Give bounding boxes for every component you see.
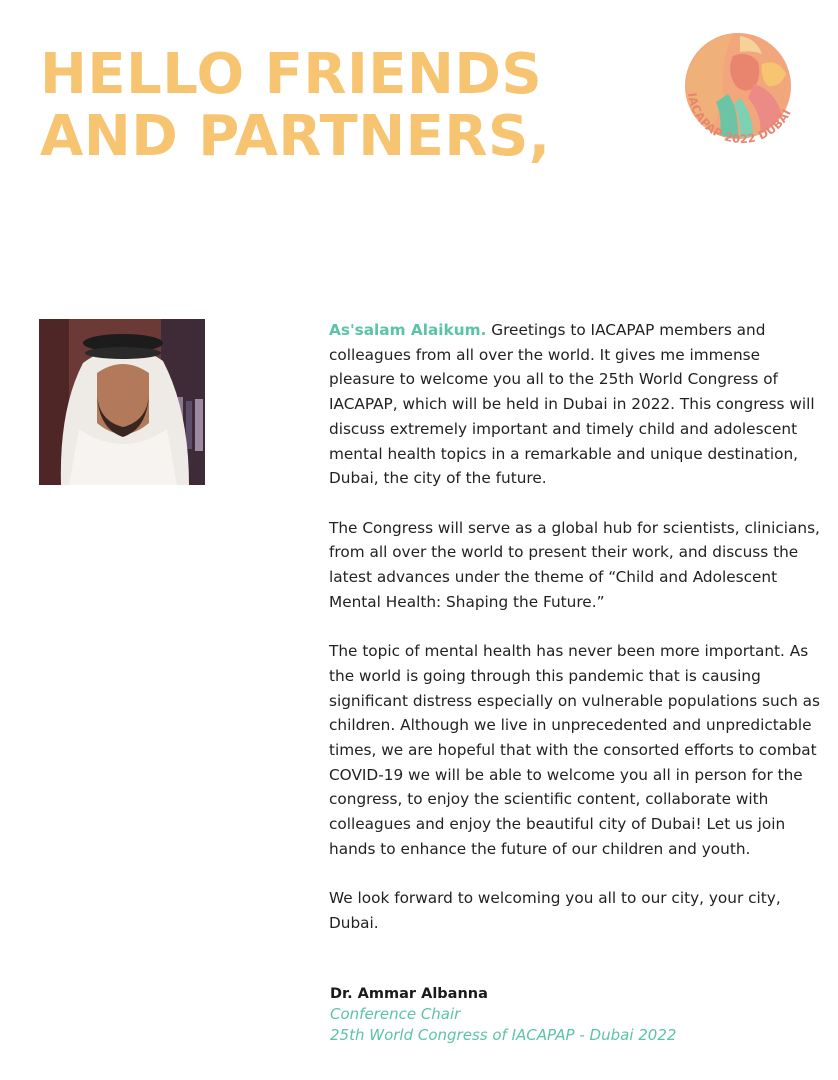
logo-text: IACAPAP 2022 DUBAI xyxy=(685,91,794,147)
paragraph-1-text: Greetings to IACAPAP members and colleagues from all over the world. It gives me immense pleasure to welcome you all to the 25th World Congress of IACAPAP, which will be held in Dubai in 2022. This congress will discuss extremely important and timely child and adolescent mental health topics in a remarkable and unique destination, Dubai, the city of the future. xyxy=(329,321,815,488)
signature-event: 25th World Congress of IACAPAP - Dubai 2022 xyxy=(330,1026,677,1044)
welcome-letter xyxy=(329,318,829,960)
iacapap-2022-dubai-logo xyxy=(678,28,808,158)
letter-paragraph-1 xyxy=(329,318,829,491)
signature-role: Conference Chair xyxy=(330,1005,461,1023)
portrait-photo xyxy=(39,319,205,485)
letter-paragraph-2: The Congress will serve as a global hub for scientists, clinicians, from all over the world to present their work, and discuss the latest advances under the theme of “Child and Adolescent Mental Health: Shaping the Future.” xyxy=(329,518,820,611)
page-title xyxy=(40,44,551,168)
signature-block xyxy=(330,984,676,1046)
letter-paragraph-3: The topic of mental health has never been more important. As the world is going through this pandemic that is causing significant distress especially on vulnerable populations such as children. Although we live in unprecedented and unpredictable times, we are hopeful that with the consorted efforts to combat COVID-19 we will be able to welcome you all in person for the congress, to enjoy the scientific content, collaborate with colleagues and enjoy the beautiful city of Dubai! Let us join hands to enhance the future of our children and youth. xyxy=(329,642,821,858)
title-line-2: AND PARTNERS, xyxy=(40,104,551,169)
greeting: As'salam Alaikum. xyxy=(329,321,487,339)
signature-name: Dr. Ammar Albanna xyxy=(330,986,488,1002)
title-line-1: HELLO FRIENDS xyxy=(40,42,543,107)
letter-paragraph-4: We look forward to welcoming you all to our city, your city, Dubai. xyxy=(329,889,781,932)
